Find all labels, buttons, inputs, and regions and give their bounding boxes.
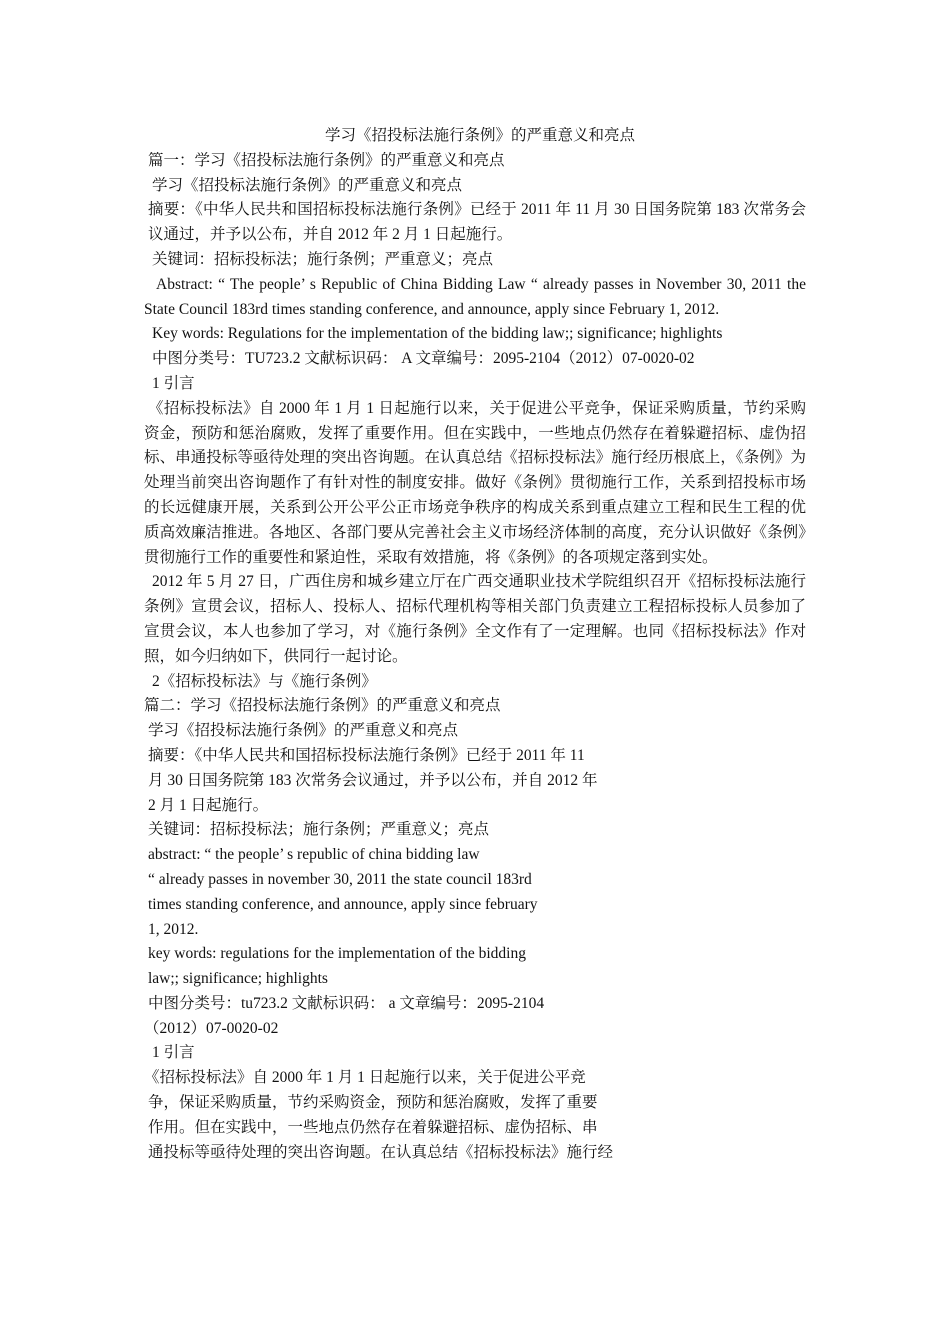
document-title: 学习《招投标法施行条例》的严重意义和亮点 [324, 127, 635, 144]
part2-abstract-en-line: “ already passes in november 30, 2011 the state council 183rd [148, 870, 532, 888]
part1-heading: 篇一：学习《招投标法施行条例》的严重意义和亮点 [148, 151, 505, 169]
document-page [144, 124, 806, 1165]
part2-abstract-cn-line: 2 月 1 日起施行。 [148, 796, 269, 814]
part1-paragraph-2: 2012 年 5 月 27 日，广西住房和城乡建立厅在广西交通职业技术学院组织召开《招标投标法施行条例》宣贯会议，招标人、投标人、招标代理机构等相关部门负责建立工程招标投标人员参加了宣贯会议，本人也参加了学习，对《施行条例》全文作有了一定理解。也同《招标投标法》作对照，如今归纳如下，供同行一起讨论。 [144, 573, 806, 665]
part2-paragraph-line: 通投标等亟待处理的突出咨询题。在认真总结《招标投标法》施行经 [148, 1143, 614, 1161]
part1-abstract-cn: 摘要：《中华人民共和国招标投标法施行条例》已经于 2011 年 11 月 30 日国务院第 183 次常务会议通过，并予以公布，并自 2012 年 2 月 1 日起施行。 [148, 201, 806, 244]
part2-classification-line: 中图分类号：tu723.2 文献标识码： a 文章编号：2095-2104 [148, 994, 545, 1012]
part2-subtitle: 学习《招投标法施行条例》的严重意义和亮点 [148, 722, 459, 740]
part2-abstract-cn-line: 摘要：《中华人民共和国招标投标法施行条例》已经于 2011 年 11 [148, 746, 585, 764]
part1-abstract-en: Abstract: “ The people’ s Republic of China Bidding Law “ already passes in November 30, 2011 the State Council 183rd times standing conference, and announce, apply since February 1, 2012. [144, 275, 806, 318]
part2-section1-heading: 1 引言 [152, 1044, 195, 1062]
part1-subtitle: 学习《招投标法施行条例》的严重意义和亮点 [152, 176, 463, 194]
part1-section2-heading: 2《招标投标法》与《施行条例》 [152, 672, 377, 690]
part2-classification-line: （2012）07-0020-02 [144, 1019, 279, 1037]
part2-abstract-en-line: 1, 2012. [148, 920, 199, 938]
part2-abstract-en-line: times standing conference, and announce, apply since february [148, 895, 538, 913]
part2-paragraph-line: 《招标投标法》自 2000 年 1 月 1 日起施行以来，关于促进公平竞 [144, 1069, 586, 1087]
part2-keywords-cn: 关键词：招标投标法；施行条例；严重意义；亮点 [148, 821, 490, 839]
part1-paragraph-1: 《招标投标法》自 2000 年 1 月 1 日起施行以来，关于促进公平竞争，保证采购质量，节约采购资金，预防和惩治腐败，发挥了重要作用。但在实践中，一些地点仍然存在着躲避招标、虚伪招标、串通投标等亟待处理的突出咨询题。在认真总结《招标投标法》施行经历根底上，《条例》为处理当前突出咨询题作了有针对性的制度安排。做好《条例》贯彻施行工作，关系到招投标市场的长远健康开展，关系到公开公平公正市场竞争秩序的构成关系到重点建立工程和民生工程的优质高效廉洁推进。各地区、各部门要从完善社会主义市场经济体制的高度，充分认识做好《条例》贯彻施行工作的重要性和紧迫性，采取有效措施，将《条例》的各项规定落到实处。 [144, 399, 806, 566]
part2-paragraph-line: 争，保证采购质量，节约采购资金，预防和惩治腐败，发挥了重要 [148, 1094, 598, 1112]
part1-keywords-en: Key words: Regulations for the implementation of the bidding law;; significance; highlights [152, 325, 723, 343]
part2-abstract-cn-line: 月 30 日国务院第 183 次常务会议通过，并予以公布，并自 2012 年 [148, 771, 598, 789]
part1-classification: 中图分类号：TU723.2 文献标识码： A 文章编号：2095-2104（2012）07-0020-02 [152, 350, 695, 368]
part2-abstract-en-line: abstract: “ the people’ s republic of china bidding law [148, 846, 480, 864]
part2-heading: 篇二：学习《招投标法施行条例》的严重意义和亮点 [144, 697, 501, 715]
part2-keywords-en-line: law;; significance; highlights [148, 970, 328, 988]
part2-keywords-en-line: key words: regulations for the implementation of the bidding [148, 945, 526, 963]
part2-paragraph-line: 作用。但在实践中，一些地点仍然存在着躲避招标、虚伪招标、串 [148, 1118, 598, 1136]
part1-section1-heading: 1 引言 [152, 374, 195, 392]
part1-keywords-cn: 关键词：招标投标法；施行条例；严重意义；亮点 [152, 250, 494, 268]
